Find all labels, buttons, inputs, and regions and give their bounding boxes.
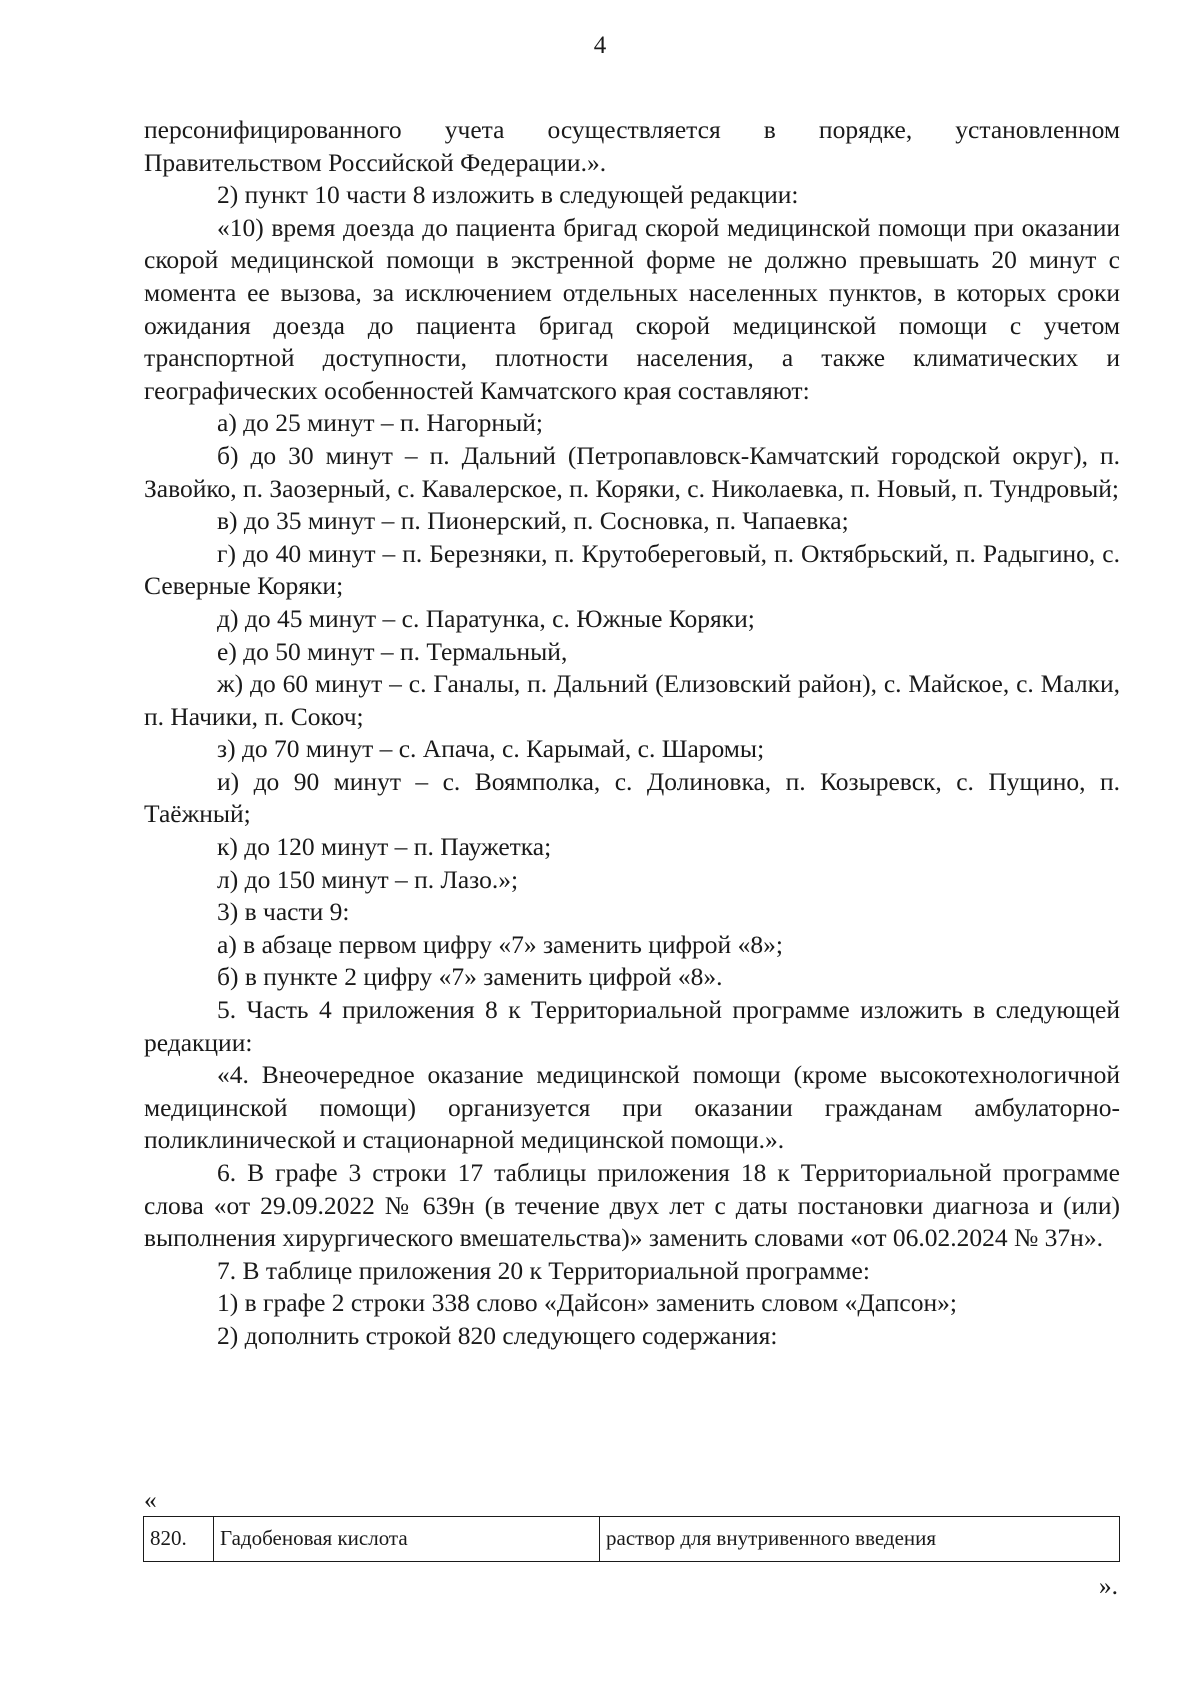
- paragraph: 6. В графе 3 строки 17 таблицы приложения 18 к Территориальной программе слова «от 29.09.2022 № 639н (в течение двух лет с даты постановки диагноза и (или) выполнения хирургического вмешательства)» заменить словами «от 06.02.2024 № 37н».: [144, 1158, 1120, 1253]
- dosage-form-cell: раствор для внутривенного введения: [600, 1517, 1120, 1562]
- list-item: б) в пункте 2 цифру «7» заменить цифрой «8».: [217, 962, 723, 992]
- closing-quote: ».: [1098, 1571, 1118, 1600]
- list-item: л) до 150 минут – п. Лазо.»;: [217, 864, 519, 894]
- list-item: к) до 120 минут – п. Паужетка;: [217, 832, 552, 862]
- list-item: а) в абзаце первом цифру «7» заменить цифрой «8»;: [217, 929, 783, 959]
- list-item: г) до 40 минут – п. Березняки, п. Крутобереговый, п. Октябрьский, п. Радыгино, с. Северные Коряки;: [144, 538, 1120, 601]
- list-item: б) до 30 минут – п. Дальний (Петропавловск-Камчатский городской округ), п. Завойко, п. Заозерный, с. Кавалерское, п. Коряки, с. Николаевка, п. Новый, п. Тундровый;: [144, 440, 1120, 503]
- list-item: 2) дополнить строкой 820 следующего содержания:: [217, 1320, 778, 1350]
- paragraph: 2) пункт 10 части 8 изложить в следующей редакции:: [217, 180, 799, 210]
- paragraph: 7. В таблице приложения 20 к Территориальной программе:: [217, 1255, 870, 1285]
- list-item: в) до 35 минут – п. Пионерский, п. Сосновка, п. Чапаевка;: [217, 506, 849, 536]
- paragraph: «10) время доезда до пациента бригад скорой медицинской помощи при оказании скорой медицинской помощи в экстренной форме не должно превышать 20 минут с момента ее вызова, за исключением отдельных населенных пунктов, в которых сроки ожидания доезда до пациента бригад скорой медицинской помощи с учетом транспортной доступности, плотности населения, а также климатических и географических особенностей Камчатского края составляют:: [144, 212, 1120, 405]
- opening-quote: «: [144, 1485, 157, 1514]
- list-item: з) до 70 минут – с. Апача, с. Карымай, с. Шаромы;: [217, 734, 765, 764]
- inserted-table: [143, 1516, 1120, 1562]
- paragraph: «4. Внеочередное оказание медицинской помощи (кроме высокотехнологичной медицинской помощи) организуется при оказании гражданам амбулаторно-поликлинической и стационарной медицинской помощи.».: [144, 1060, 1120, 1155]
- page-number: 4: [593, 32, 607, 59]
- paragraph: 3) в части 9:: [217, 897, 350, 927]
- row-number-cell: 820.: [144, 1517, 214, 1562]
- list-item: ж) до 60 минут – с. Ганалы, п. Дальний (Елизовский район), с. Майское, с. Малки, п. Начики, п. Сокоч;: [144, 669, 1120, 731]
- drug-name-cell: Гадобеновая кислота: [214, 1517, 600, 1562]
- paragraph: персонифицированного учета осуществляется в порядке, установленном Правительством Российской Федерации.».: [144, 115, 1120, 177]
- list-item: а) до 25 минут – п. Нагорный;: [217, 408, 543, 438]
- document-body: [144, 114, 1120, 1353]
- list-item: 1) в графе 2 строки 338 слово «Дайсон» заменить словом «Дапсон»;: [217, 1288, 957, 1318]
- paragraph: 5. Часть 4 приложения 8 к Территориальной программе изложить в следующей редакции:: [144, 995, 1120, 1057]
- list-item: д) до 45 минут – с. Паратунка, с. Южные Коряки;: [217, 603, 755, 633]
- list-item: е) до 50 минут – п. Термальный,: [217, 636, 568, 666]
- list-item: и) до 90 минут – с. Воямполка, с. Долиновка, п. Козыревск, с. Пущино, п. Таёжный;: [144, 766, 1120, 829]
- table-row: [144, 1517, 1120, 1562]
